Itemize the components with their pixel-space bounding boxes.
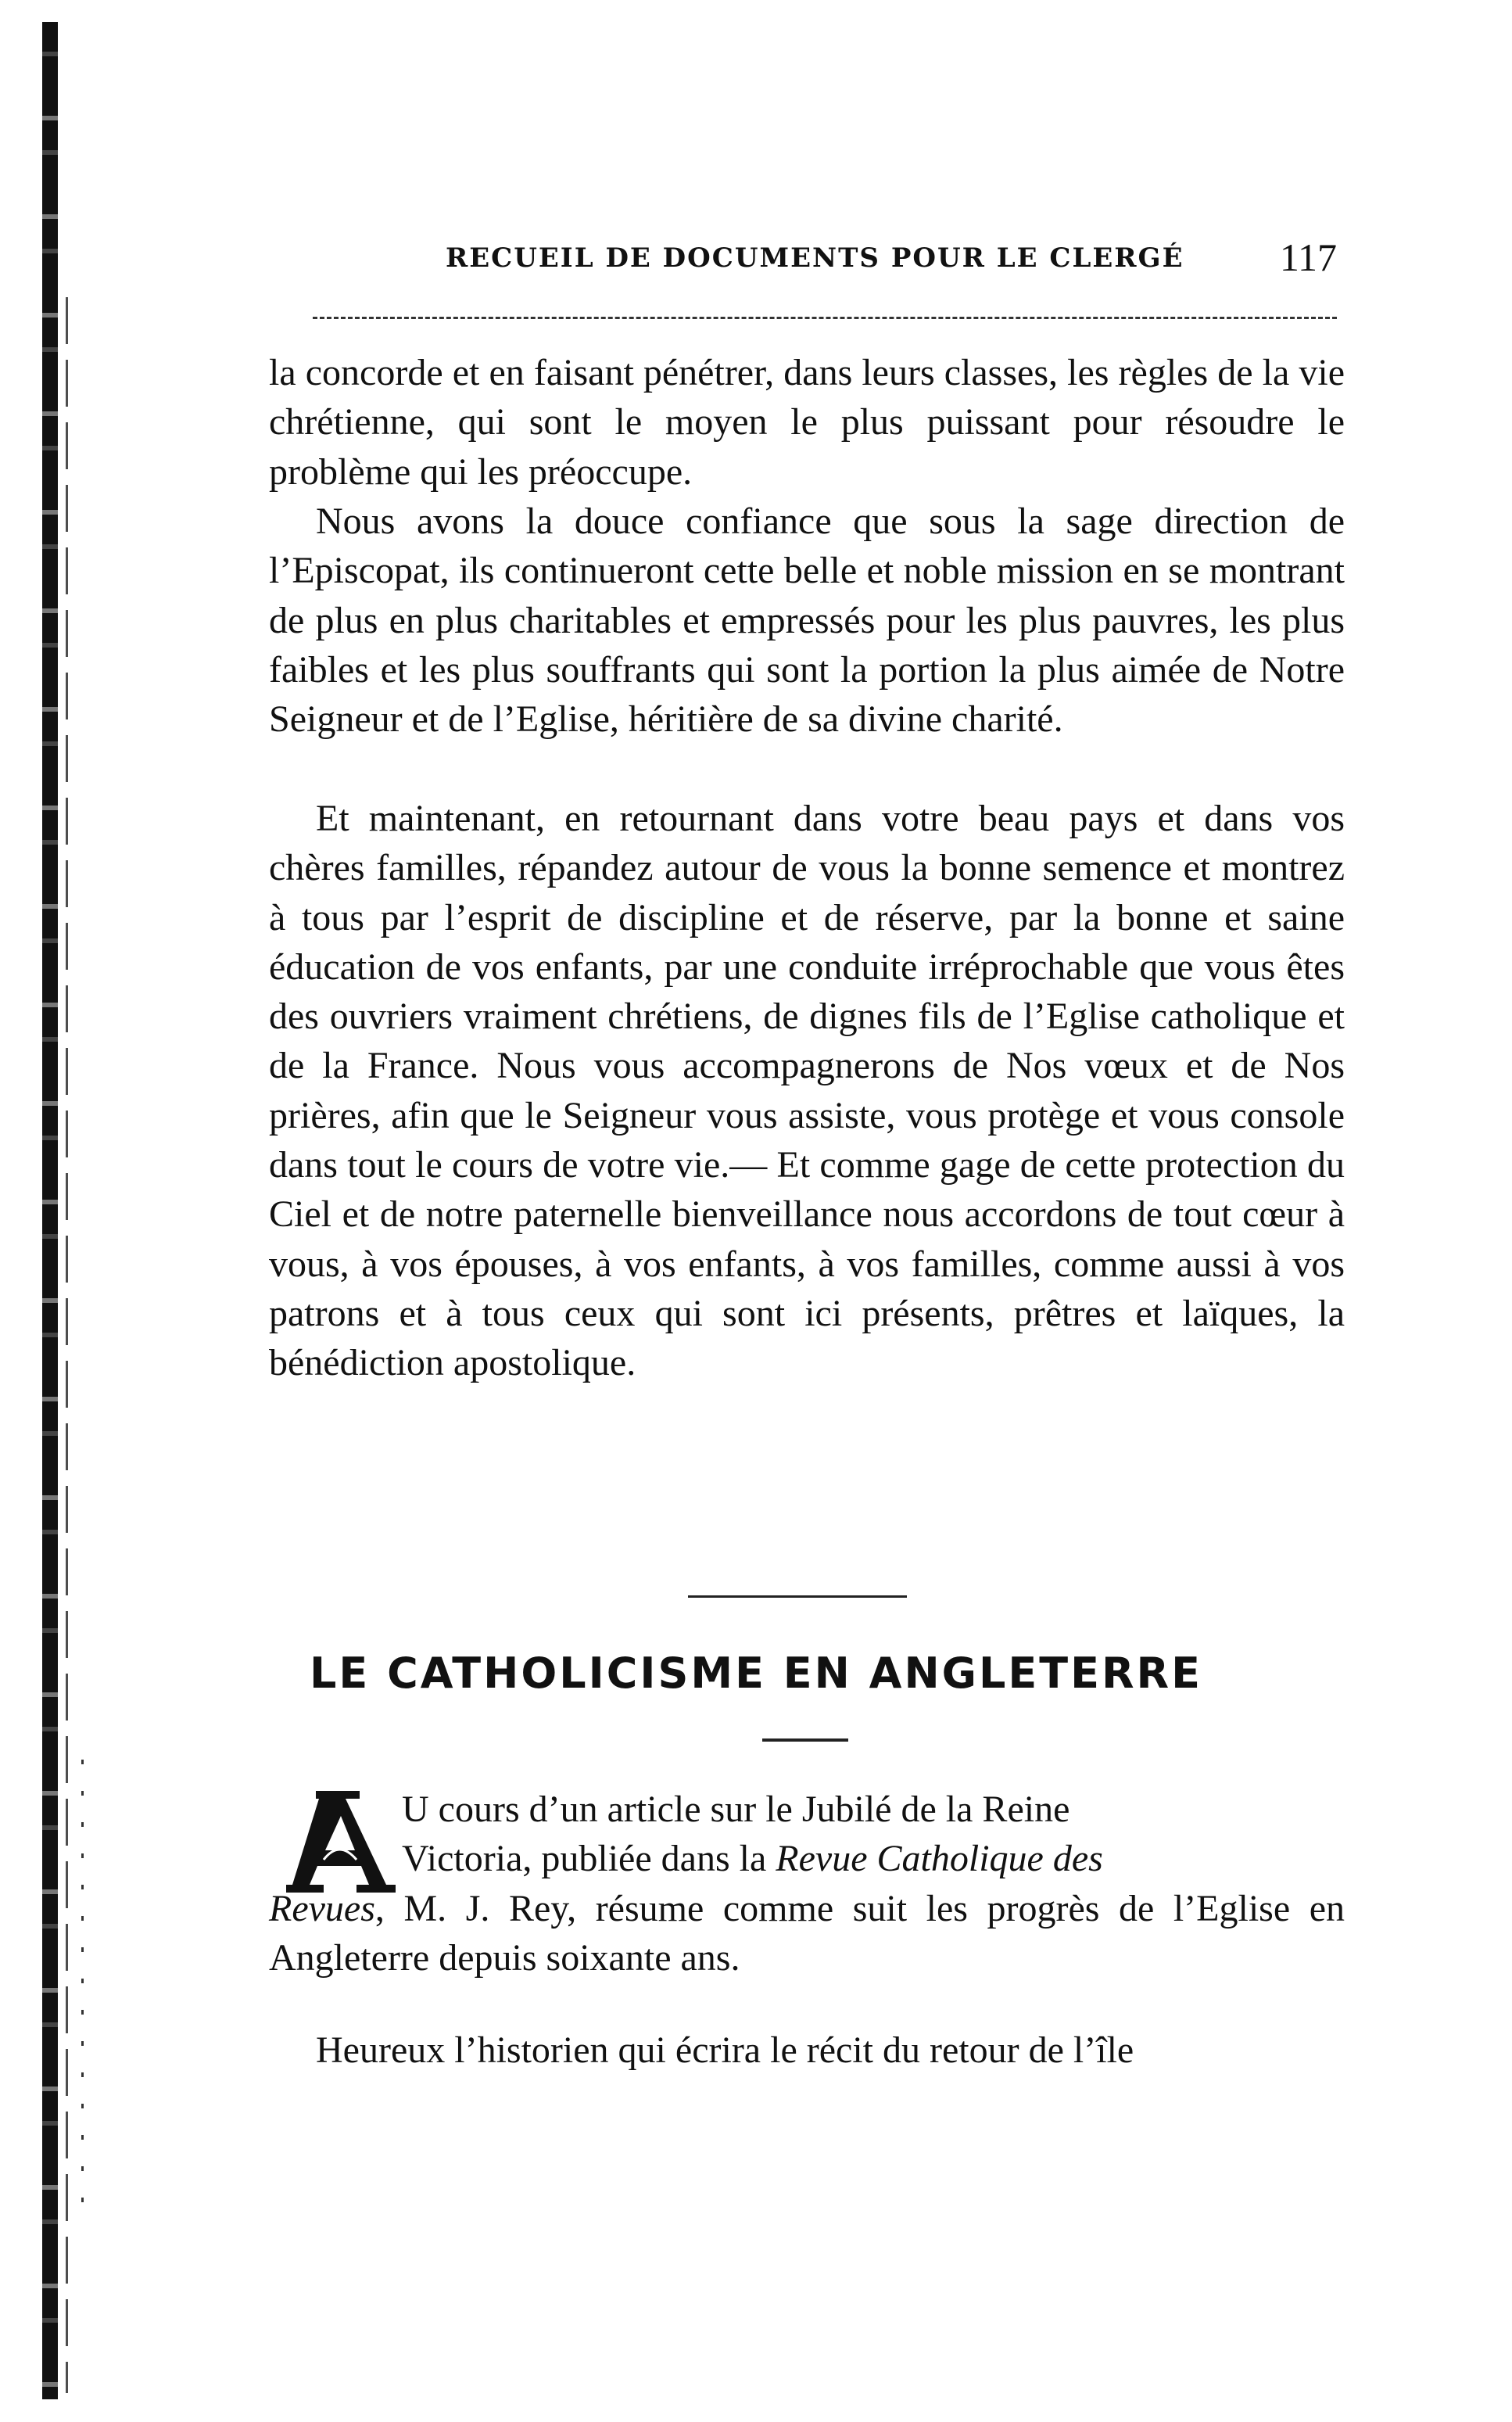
header-rule [313, 317, 1337, 319]
section-lead-paragraph [269, 1785, 1345, 1982]
journal-title: Revue Catholique des [776, 1838, 1103, 1880]
paragraph-historien: Heureux l’historien qui écrira le récit du retour de l’île [316, 2029, 1134, 2071]
running-title: RECUEIL DE DOCUMENTS POUR LE CLERGÉ [446, 242, 1184, 274]
binding-edge-line [66, 297, 68, 2393]
page-number: 117 [1279, 235, 1337, 279]
binding-edge-marks [81, 1760, 84, 2213]
lead-line-2 [269, 1834, 1345, 1883]
lead-line-1: U cours d’un article sur le Jubilé de la Reine [402, 1789, 1070, 1830]
paragraph-continuation: la concorde et en faisant pénétrer, dans leurs classes, les règles de la vie chrétienne, qui sont le moyen le plus puissant pour résoudre le problème qui les préoccupe. [269, 352, 1345, 493]
lead-line-2-text: Victoria, publiée dans la [402, 1838, 776, 1880]
section-separator-rule [688, 1595, 907, 1598]
paragraph-episcopat: Nous avons la douce confiance que sous la sage direction de l’Episcopat, ils continueront cette belle et noble mission en se montrant de plus en plus charitables et empressés pour les plus pauvres, les plus faibles et les plus souffrants qui sont la portion la plus aimée de Notre Seigneur et de l’Eglise, héritière de sa divine charité. [269, 501, 1345, 741]
running-head [446, 235, 1337, 282]
paragraph-benediction: Et maintenant, en retournant dans votre beau pays et dans vos chères familles, répandez autour de vous la bonne semence et montrez à tous par l’esprit de discipline et de réserve, par la bonne et saine éducation de vos enfants, par une conduite irréprochable que vous êtes des ouvriers vraiment chrétiens, de dignes fils de l’Eglise catholique et de la France. Nous vous accompagnerons de Nos vœux et de Nos prières, afin que le Seigneur vous assiste, vous protège et vous console dans tout le cours de votre vie.— Et comme gage de cette protection du Ciel et de notre paternelle bienveillance nous accordons de tout cœur à vous, à vos épouses, à vos enfants, à vos familles, comme aussi à vos patrons et à tous ceux qui sont ici présents, prêtres et laïques, la bénédiction apostolique. [269, 798, 1345, 1384]
heading-underline-rule [762, 1738, 848, 1742]
lead-rest [269, 1884, 1345, 1983]
binding-edge [42, 22, 58, 2399]
lead-rest-text: , M. J. Rey, résume comme suit les progrès de l’Eglise en Angleterre depuis soixante ans. [269, 1887, 1345, 1979]
journal-title-end: Revues [269, 1887, 375, 1929]
section-heading: LE CATHOLICISME EN ANGLETERRE [309, 1649, 1203, 1698]
